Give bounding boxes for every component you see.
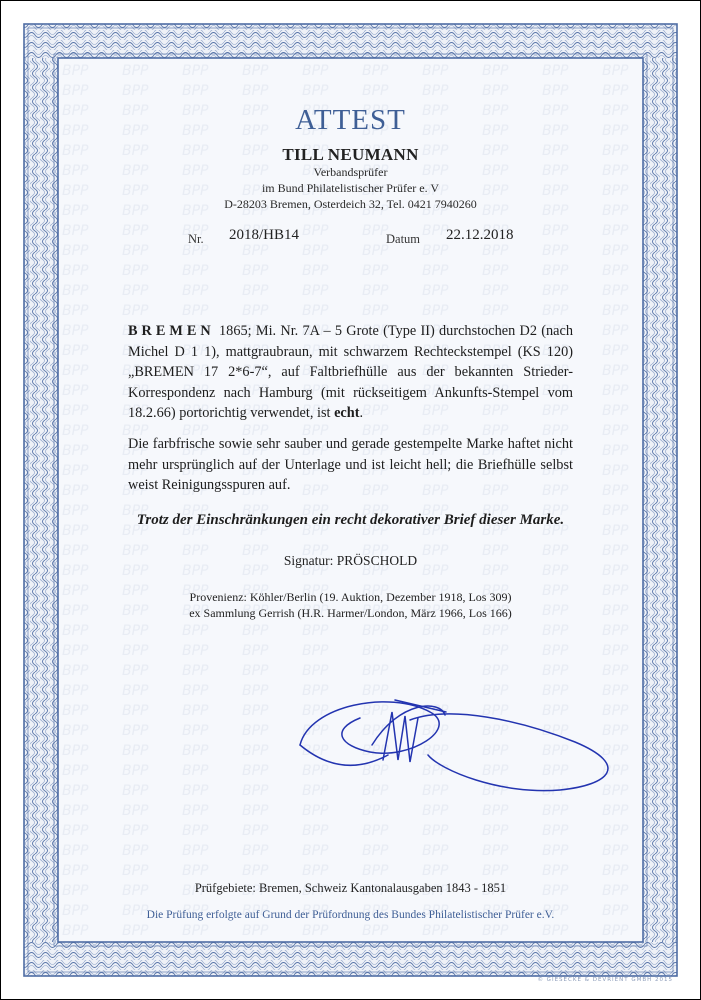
examiner-name: TILL NEUMANN — [282, 145, 419, 164]
number-label: Nr. — [188, 232, 204, 246]
provenance-line-1: Provenienz: Köhler/Berlin (19. Auktion, Dezember 1918, Los 309) — [189, 590, 512, 604]
certificate-title: ATTEST — [295, 104, 406, 136]
stamp-area: BREMEN — [128, 323, 215, 339]
signature-mark-line: Signatur: PRÖSCHOLD — [283, 553, 418, 568]
examination-areas: Prüfgebiete: Bremen, Schweiz Kantonalausgaben 1843 - 1851 — [194, 881, 507, 895]
regulation-note: Die Prüfung erfolgte auf Grund der Prüfordnung des Bundes Philatelistischer Prüfer e.V. — [146, 909, 555, 921]
provenance-line-2: ex Sammlung Gerrish (H.R. Harmer/London, März 1966, Los 166) — [189, 606, 512, 620]
verdict: echt — [334, 405, 360, 421]
printer-imprint: © GIESECKE & DEVRIENT GMBH 2015 — [537, 977, 673, 983]
condition-paragraph: Die farbfrische sowie sehr sauber und gerade gestempelte Marke haftet nicht mehr ursprünglich auf der Unterlage und ist leicht hell; die Briefhülle selbst weist Reinigungsspuren auf. — [128, 436, 573, 493]
description-text: 1865; Mi. Nr. 7A – 5 Grote (Type II) durchstochen D2 (nach Michel D 1 1), mattgraubraun, mit schwarzem Rechteckstempel (KS 120) „BREMEN 17 2*6-7“, auf Faltbriefhülle aus der bekannten Strieder-Korrespondenz nach Hamburg (mit rückseitigem Ankunfts-Stempel vom 18.2.66) portorichtig verwendet, ist — [128, 323, 573, 421]
date-label: Datum — [386, 232, 421, 246]
description-end: . — [359, 405, 364, 421]
examiner-role: Verbandsprüfer — [313, 165, 388, 179]
examiner-association: im Bund Philatelistischer Prüfer e. V — [261, 181, 440, 195]
number-value: 2018/HB14 — [229, 227, 300, 243]
date-value: 22.12.2018 — [446, 227, 514, 243]
summary-line: Trotz der Einschränkungen ein recht dekorativer Brief dieser Marke. — [136, 512, 565, 528]
examiner-address: D-28203 Bremen, Osterdeich 32, Tel. 0421 7940260 — [224, 197, 477, 211]
description-paragraph — [128, 321, 573, 424]
